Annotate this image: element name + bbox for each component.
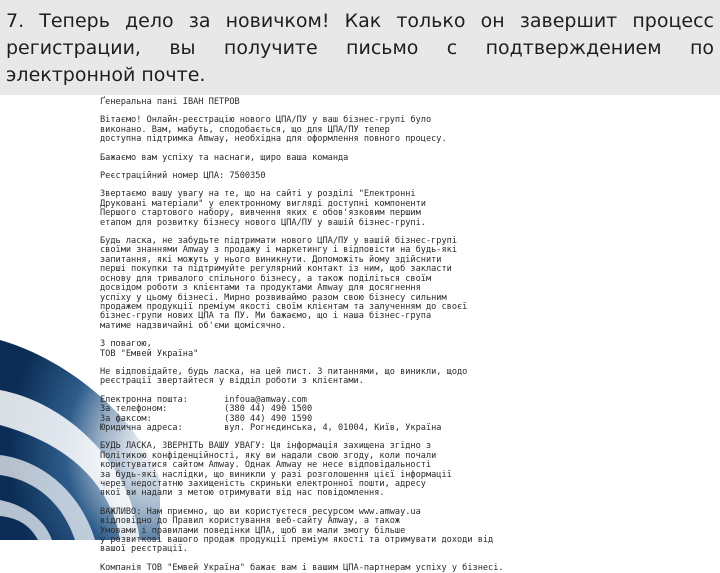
letter-paragraph — [100, 98, 715, 107]
letter-line: відповідно до Правил користування веб-сайту Amway, а також — [100, 516, 401, 527]
letter-line: Першого стартового набору, вивчення яких є обов'язковим першим — [100, 208, 421, 219]
letter-paragraph — [100, 172, 715, 181]
letter-paragraph — [100, 442, 715, 498]
letter-line: Ґенеральна пані ІВАН ПЕТРОВ — [100, 97, 240, 107]
letter-line: Політикою конфіденційності, яку ви надали свою згоду, коли почали — [100, 450, 437, 461]
letter-paragraph — [100, 116, 715, 144]
letter-line: успіху у цьому бізнесі. Мирно розвиваймо разом свою бізнесу сильним — [100, 292, 447, 303]
slide-header — [0, 0, 720, 95]
letter-line: За телефоном: (380 44) 490 1500 — [100, 404, 313, 415]
letter-line: Вітаємо! Онлайн-реєстрацію нового ЦПА/ПУ у ваш бізнес-групі було — [100, 115, 432, 126]
letter-paragraph — [100, 564, 715, 573]
letter-line: перші покупки та підтримуйте регулярний контакт із ним, щоб закласти — [100, 264, 452, 275]
letter-paragraph — [100, 340, 715, 359]
letter-line: користуватися сайтом Amway. Однак Amway не несе відповідальності — [100, 460, 432, 471]
letter-line: Звертаємо вашу увагу на те, що на сайті у розділі "Електронні — [100, 189, 416, 200]
letter-line: доступна підтримка Amway, необхідна для оформлення повного процесу. — [100, 134, 447, 145]
header-line-3: электронной почте. — [6, 64, 206, 86]
letter-line: запитання, які можуть у нього виникнути. Допоможіть йому здійснити — [100, 254, 442, 265]
letter-line: Реєстраційний номер ЦПА: 7500350 — [100, 171, 266, 182]
letter-line: своїми знаннями Amway з продажу і маркетингу і відповісти на будь-які — [100, 245, 457, 256]
letter-line: Не відповідайте, будь ласка, на цей лист. З питаннями, що виникли, щодо — [100, 366, 468, 377]
letter-line: Юридична адреса: вул. Рогнєдинська, 4, 01004, Київ, Україна — [100, 422, 442, 433]
letter-line: досвідом роботи з клієнтами та продуктами Amway для досягнення — [100, 283, 421, 294]
letter-paragraph — [100, 396, 715, 434]
letter-line: ВАЖЛИВО: Нам приємно, що ви користуєтеся ресурсом www.amway.ua — [100, 506, 421, 517]
letter-line: Компанія ТОВ "Емвей Україна" бажає вам і вашим ЦПА-партнерам успіху у бізнесі. — [100, 562, 504, 573]
letter-line: через недостатню захищеність скриньки електронної пошти, адресу — [100, 479, 426, 489]
letter-line: матиме надзвичайні об'єми щомісячно. — [100, 320, 287, 331]
letter-line: виконано. Вам, мабуть, сподобається, що для ЦПА/ПУ тепер — [100, 124, 390, 135]
letter-line: реєстрації звертайтеся у відділ роботи з клієнтами. — [100, 376, 364, 387]
letter-line: Будь ласка, не забудьте підтримати нового ЦПА/ПУ у вашій бізнес-групі — [100, 236, 457, 247]
letter-line: бізнес-групи нових ЦПА та ПУ. Ми бажаємо, що і наша бізнес-група — [100, 311, 432, 322]
letter-line: продажем продукції преміум якості своїм клієнтам та залученням до своєї — [100, 301, 468, 312]
letter-paragraph — [100, 154, 715, 163]
letter-line: Умовами і правилами поведінки ЦПА, щоб ви мали змогу більше — [100, 525, 406, 536]
letter-paragraph — [100, 237, 715, 331]
letter-line: за будь-які наслідки, що виникли у разі розголошення цієї інформації — [100, 469, 452, 480]
letter-paragraph — [100, 190, 715, 228]
letter-paragraph — [100, 368, 715, 387]
letter-line: ТОВ "Емвей Україна" — [100, 348, 199, 359]
scanned-email-letter — [100, 97, 715, 573]
letter-line: у розвиткові вашого продаж продукції преміум якості та отримувати доходи від — [100, 535, 494, 546]
letter-line: З повагою, — [100, 339, 152, 350]
letter-paragraph — [100, 508, 715, 555]
letter-line: якої ви надали з метою отримувати від нас повідомлення. — [100, 488, 385, 499]
letter-line: Електронна пошта: infoua@amway.com — [100, 394, 307, 405]
header-line-1: 7. Теперь дело за новичком! Как только он завершит процесс — [6, 10, 714, 32]
letter-line: Бажаємо вам успіху та наснаги, щиро ваша команда — [100, 152, 349, 163]
letter-line: БУДЬ ЛАСКА, ЗВЕРНІТЬ ВАШУ УВАГУ: Ця інформація захищена згідно з — [100, 441, 432, 452]
header-line-2: регистрации, вы получите письмо с подтверждением по — [6, 37, 714, 59]
letter-line: етапом для розвитку бізнесу нового ЦПА/ПУ у вашій бізнес-групі. — [100, 217, 426, 228]
letter-line: вашої реєстрації. — [100, 544, 188, 555]
letter-line: Друковані матеріали" у електронному вигляді доступні компоненти — [100, 198, 426, 209]
letter-line: основу для тривалого спільного бізнесу, а також поділіться своїм — [100, 273, 432, 284]
letter-line: За факсом: (380 44) 490 1590 — [100, 413, 313, 424]
